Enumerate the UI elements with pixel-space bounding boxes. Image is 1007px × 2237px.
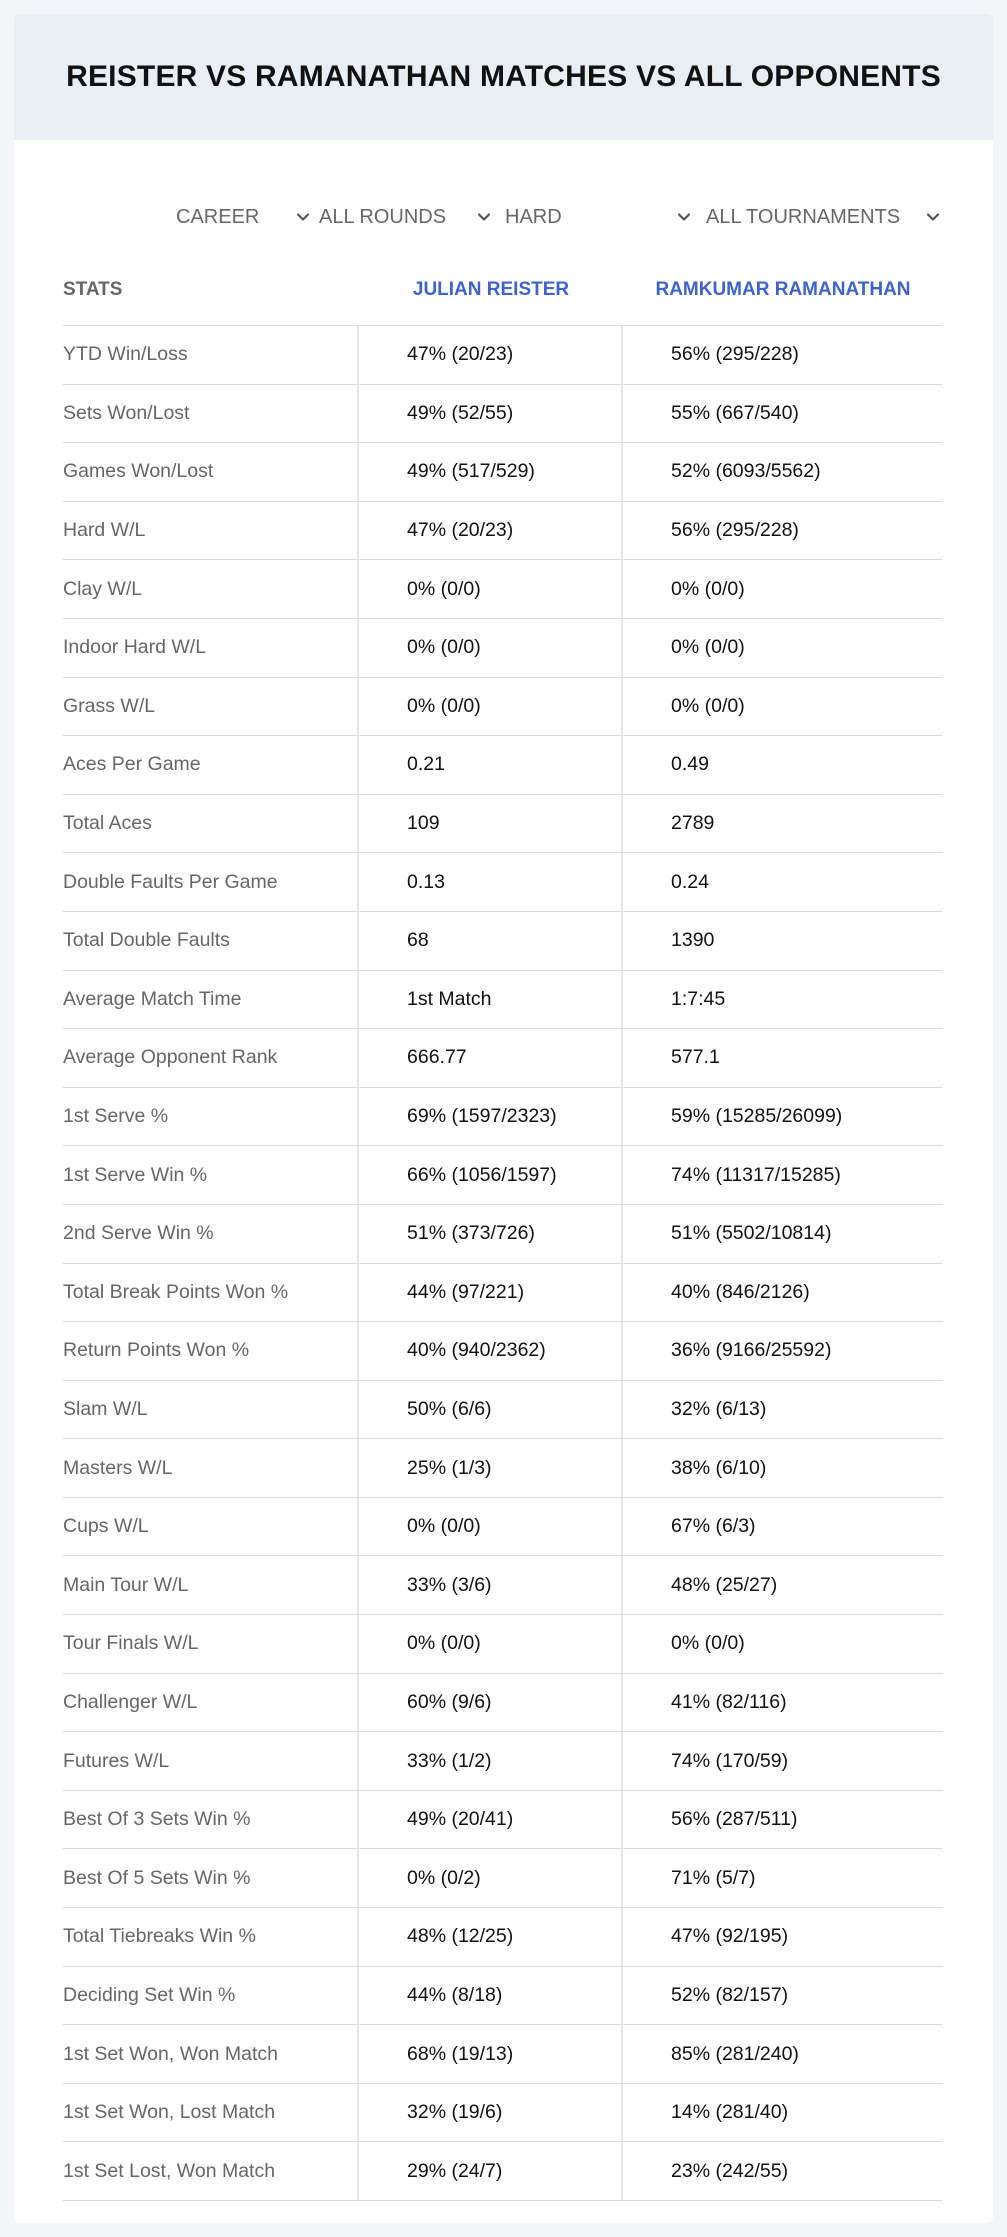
player1-stat-value: 47% (20/23) — [359, 502, 623, 560]
table-row — [63, 1849, 943, 1908]
stat-label: 1st Set Won, Lost Match — [63, 2084, 359, 2142]
table-body — [63, 326, 943, 2201]
player1-stat-value: 33% (3/6) — [359, 1556, 623, 1614]
player1-stat-value: 666.77 — [359, 1029, 623, 1087]
table-row — [63, 619, 943, 678]
player2-stat-value: 0.24 — [671, 870, 709, 893]
chevron-down-icon — [924, 208, 942, 226]
stat-label: Best Of 3 Sets Win % — [63, 1791, 359, 1849]
player2-stat-value: 23% (242/55) — [671, 2159, 789, 2182]
stat-label: 1st Set Won, Won Match — [63, 2025, 359, 2083]
stats-card — [14, 14, 993, 2223]
stat-label: Total Double Faults — [63, 912, 359, 970]
tournaments-select-value: ALL TOURNAMENTS — [706, 205, 901, 228]
table-row — [63, 326, 943, 385]
player2-stat-value: 74% (11317/15285) — [671, 1163, 841, 1186]
stats-column-header: STATS — [63, 278, 123, 300]
player1-stat-value: 0.21 — [359, 736, 623, 794]
player1-stat-value: 51% (373/726) — [359, 1205, 623, 1263]
player1-stat-value: 0% (0/0) — [359, 1498, 623, 1556]
player2-stat-value: 38% (6/10) — [671, 1456, 767, 1479]
stat-label: Sets Won/Lost — [63, 385, 359, 443]
player2-stat-value: 36% (9166/25592) — [671, 1339, 832, 1362]
player2-stat-value: 2789 — [671, 812, 715, 835]
player2-stat-value: 67% (6/3) — [671, 1515, 756, 1538]
rounds-select-value: ALL ROUNDS — [319, 205, 447, 228]
table-row — [63, 560, 943, 619]
player2-stat-value: 32% (6/13) — [671, 1397, 767, 1420]
player1-stat-value: 68 — [359, 912, 623, 970]
player1-stat-value: 29% (24/7) — [359, 2142, 623, 2200]
table-row — [63, 971, 943, 1030]
stat-label: Best Of 5 Sets Win % — [63, 1849, 359, 1907]
surface-select-value: HARD — [505, 205, 562, 228]
player2-stat-value: 55% (667/540) — [671, 401, 799, 424]
stat-label: Aces Per Game — [63, 736, 359, 794]
player2-stat-value: 0.49 — [671, 753, 709, 776]
table-row — [63, 795, 943, 854]
table-row — [63, 1088, 943, 1147]
stat-label: Grass W/L — [63, 678, 359, 736]
stat-label: YTD Win/Loss — [63, 326, 359, 384]
rounds-select[interactable] — [319, 192, 493, 242]
stat-label: Challenger W/L — [63, 1674, 359, 1732]
player1-stat-value: 0% (0/2) — [359, 1849, 623, 1907]
player1-stat-value: 44% (8/18) — [359, 1967, 623, 2025]
table-row — [63, 1205, 943, 1264]
player2-stat-value: 56% (295/228) — [671, 519, 799, 542]
table-row — [63, 1322, 943, 1381]
player2-column-header[interactable]: RAMKUMAR RAMANATHAN — [655, 278, 911, 300]
table-row — [63, 1967, 943, 2026]
player2-stat-value: 0% (0/0) — [671, 636, 745, 659]
player2-stat-value: 1:7:45 — [671, 987, 726, 1010]
player2-stat-value: 52% (6093/5562) — [671, 460, 821, 483]
table-row — [63, 1381, 943, 1440]
stat-label: 2nd Serve Win % — [63, 1205, 359, 1263]
player2-stat-value: 56% (287/511) — [671, 1808, 798, 1831]
page-title: REISTER VS RAMANATHAN MATCHES VS ALL OPPONENTS — [66, 60, 941, 93]
player2-stat-value: 1390 — [671, 929, 715, 952]
player2-stat-value: 577.1 — [671, 1046, 720, 1069]
player1-stat-value: 69% (1597/2323) — [359, 1088, 623, 1146]
player1-stat-value: 40% (940/2362) — [359, 1322, 623, 1380]
player1-stat-value: 49% (517/529) — [359, 443, 623, 501]
stat-label: 1st Set Lost, Won Match — [63, 2142, 359, 2200]
table-row — [63, 1615, 943, 1674]
table-row — [63, 2025, 943, 2084]
stat-label: Main Tour W/L — [63, 1556, 359, 1614]
player1-stat-value: 25% (1/3) — [359, 1439, 623, 1497]
stat-label: Games Won/Lost — [63, 443, 359, 501]
player1-stat-value: 49% (52/55) — [359, 385, 623, 443]
stat-label: Hard W/L — [63, 502, 359, 560]
stat-label: Return Points Won % — [63, 1322, 359, 1380]
filter-bar — [14, 192, 993, 242]
player1-stat-value: 109 — [359, 795, 623, 853]
player2-stat-value: 51% (5502/10814) — [671, 1222, 832, 1245]
player2-stat-value: 52% (82/157) — [671, 1983, 789, 2006]
player2-stat-value: 41% (82/116) — [671, 1690, 787, 1713]
table-row — [63, 1029, 943, 1088]
table-row — [63, 1791, 943, 1850]
player1-stat-value: 33% (1/2) — [359, 1732, 623, 1790]
table-row — [63, 502, 943, 561]
table-row — [63, 853, 943, 912]
table-row — [63, 912, 943, 971]
player1-stat-value: 47% (20/23) — [359, 326, 623, 384]
stat-label: Total Break Points Won % — [63, 1264, 359, 1322]
stat-label: Futures W/L — [63, 1732, 359, 1790]
stat-label: 1st Serve % — [63, 1088, 359, 1146]
stat-label: Average Match Time — [63, 971, 359, 1029]
stat-label: Indoor Hard W/L — [63, 619, 359, 677]
player1-stat-value: 0% (0/0) — [359, 619, 623, 677]
table-row — [63, 1908, 943, 1967]
player2-stat-value: 40% (846/2126) — [671, 1280, 810, 1303]
stat-label: Average Opponent Rank — [63, 1029, 359, 1087]
surface-select[interactable] — [505, 192, 693, 242]
player2-stat-value: 74% (170/59) — [671, 1749, 789, 1772]
table-row — [63, 1439, 943, 1498]
table-row — [63, 385, 943, 444]
stat-label: Double Faults Per Game — [63, 853, 359, 911]
player2-stat-value: 59% (15285/26099) — [671, 1105, 843, 1128]
player1-stat-value: 48% (12/25) — [359, 1908, 623, 1966]
player2-stat-value: 56% (295/228) — [671, 343, 799, 366]
player1-stat-value: 0.13 — [359, 853, 623, 911]
table-row — [63, 1146, 943, 1205]
player1-stat-value: 68% (19/13) — [359, 2025, 623, 2083]
stat-label: Slam W/L — [63, 1381, 359, 1439]
table-header — [63, 254, 943, 326]
player1-stat-value: 1st Match — [359, 971, 623, 1029]
player1-stat-value: 49% (20/41) — [359, 1791, 623, 1849]
player2-stat-value: 85% (281/240) — [671, 2042, 799, 2065]
stats-table — [63, 254, 943, 2201]
player2-stat-value: 0% (0/0) — [671, 694, 745, 717]
stat-label: Total Tiebreaks Win % — [63, 1908, 359, 1966]
player1-stat-value: 50% (6/6) — [359, 1381, 623, 1439]
table-row — [63, 2084, 943, 2143]
stat-label: 1st Serve Win % — [63, 1146, 359, 1204]
player2-stat-value: 71% (5/7) — [671, 1866, 756, 1889]
table-row — [63, 1732, 943, 1791]
player2-stat-value: 47% (92/195) — [671, 1925, 789, 1948]
table-row — [63, 2142, 943, 2201]
player1-stat-value: 66% (1056/1597) — [359, 1146, 623, 1204]
player1-column-header[interactable]: JULIAN REISTER — [412, 278, 570, 300]
stat-label: Clay W/L — [63, 560, 359, 618]
page-header — [14, 14, 993, 140]
player2-stat-value: 14% (281/40) — [671, 2101, 789, 2124]
player1-stat-value: 32% (19/6) — [359, 2084, 623, 2142]
table-row — [63, 1556, 943, 1615]
player2-stat-value: 48% (25/27) — [671, 1573, 778, 1596]
stat-label: Cups W/L — [63, 1498, 359, 1556]
table-row — [63, 1264, 943, 1323]
table-row — [63, 443, 943, 502]
player1-stat-value: 44% (97/221) — [359, 1264, 623, 1322]
player1-stat-value: 0% (0/0) — [359, 560, 623, 618]
chevron-down-icon — [475, 208, 493, 226]
tournaments-select[interactable] — [706, 192, 942, 242]
table-row — [63, 736, 943, 795]
period-select[interactable] — [176, 192, 312, 242]
player2-stat-value: 0% (0/0) — [671, 1632, 745, 1655]
stat-label: Deciding Set Win % — [63, 1967, 359, 2025]
player1-stat-value: 60% (9/6) — [359, 1674, 623, 1732]
stat-label: Masters W/L — [63, 1439, 359, 1497]
table-row — [63, 1498, 943, 1557]
player1-stat-value: 0% (0/0) — [359, 678, 623, 736]
stat-label: Total Aces — [63, 795, 359, 853]
table-row — [63, 678, 943, 737]
period-select-value: CAREER — [176, 205, 260, 228]
chevron-down-icon — [294, 208, 312, 226]
table-row — [63, 1674, 943, 1733]
stat-label: Tour Finals W/L — [63, 1615, 359, 1673]
player1-stat-value: 0% (0/0) — [359, 1615, 623, 1673]
player2-stat-value: 0% (0/0) — [671, 577, 745, 600]
chevron-down-icon — [675, 208, 693, 226]
